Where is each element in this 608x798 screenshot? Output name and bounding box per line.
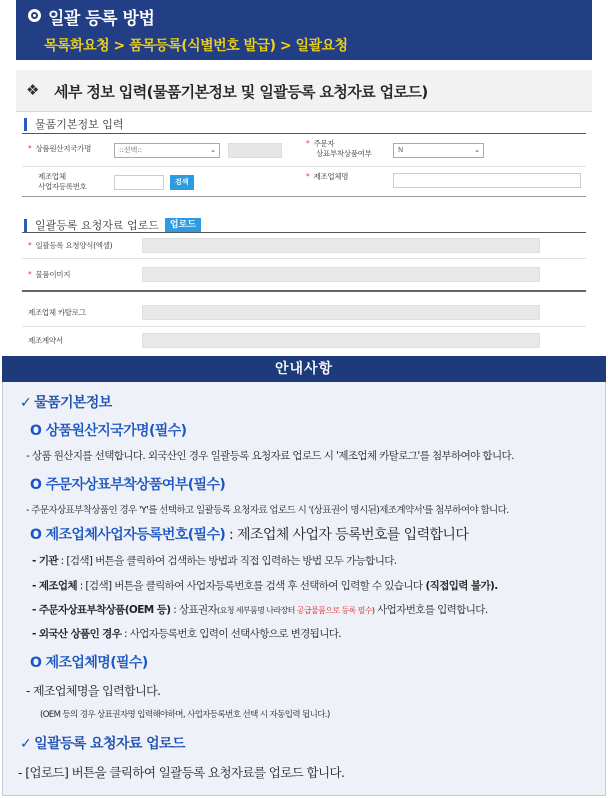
circle-bullet-icon [28,9,41,22]
breadcrumb: 목록화요청 > 품목등록(식별번호 발급) > 일괄요청 [44,38,348,54]
excel-file-field[interactable] [142,238,540,253]
basic-info-form [22,133,586,197]
guide-oem-title: O 주문자상표부착상품여부(필수) [30,477,226,493]
bizno-label: 제조업체 사업자등록번호 [38,172,87,191]
basic-info-heading-label: 물품기본정보 입력 [35,118,124,131]
required-mark-icon: * [28,144,32,153]
check-icon: ✓ [20,736,32,752]
guide-maker-desc: - 제조업체명을 입력합니다. [26,684,161,698]
upload-button[interactable]: 업로드 [165,218,201,233]
upload-row-label: * 일괄등록 요청양식(엑셀) [28,241,113,250]
upload-heading [24,217,201,233]
catalog-file-field[interactable] [142,305,540,320]
origin-country-code-field [228,143,282,158]
upload-row-excel [22,232,586,256]
origin-country-label: * 상품원산지국가명 [28,144,92,153]
maker-name-label: * 제조업체명 [306,172,349,181]
guide-section-basic: ✓ 물품기본정보 [20,395,112,411]
guide-bizno-title: O 제조업체사업자등록번호(필수) : 제조업체 사업자 등록번호를 입력합니다 [30,527,469,543]
header-banner [16,0,592,60]
required-mark-icon: * [306,172,310,181]
upload-row-contract [22,328,586,352]
upload-form [22,232,586,352]
guide-maker-title: O 제조업체명(필수) [30,655,148,671]
guide-oem-desc: - 주문자상표부착상품인 경우 'Y'를 선택하고 일괄등록 요청자료 업로드 시 '(상표권이 명시된)제조계약서'를 첨부하여야 합니다. [26,505,509,516]
diamond-icon: ❖ [26,81,40,99]
upload-row-label: 제조계약서 [28,336,63,345]
upload-row-catalog [22,300,586,324]
guide-bizno-oem: - 주문자상표부착상품(OEM 등) : 상표권자(요청 세부품명 나라장터 공급물품으로 등록 필수) 사업자번호를 입력합니다. [32,604,488,616]
upload-row-label: * 물품이미지 [28,270,71,279]
upload-heading-label: 일괄등록 요청자료 업로드 [35,219,159,232]
section-header [16,70,592,112]
heading-bar-icon [24,219,27,232]
required-mark-icon: * [306,139,310,148]
circle-icon: O [30,655,46,671]
section-title: 세부 정보 입력(물품기본정보 및 일괄등록 요청자료 업로드) [54,83,428,101]
upload-row-label: 제조업체 카탈로그 [28,308,86,317]
guide-section-upload: ✓ 일괄등록 요청자료 업로드 [20,736,185,752]
required-mark-icon: * [28,241,32,250]
check-icon: ✓ [20,395,32,411]
maker-name-input[interactable] [393,173,581,188]
guide-upload-desc: - [업로드] 버튼을 클릭하여 일괄등록 요청자료를 업로드 합니다. [18,765,345,780]
circle-icon: O [30,423,46,439]
contract-file-field[interactable] [142,333,540,348]
upload-row-image [22,262,586,286]
heading-bar-icon [24,118,27,131]
guide-bizno-agency: - 기관 : [검색] 버튼을 클릭하여 검색하는 방법과 직접 입력하는 방법 모두 가능합니다. [32,555,397,567]
basic-info-heading [24,116,124,132]
guide-origin-desc: - 상품 원산지를 선택합니다. 외국산인 경우 일괄등록 요청자료 업로드 시 '제조업체 카탈로그'를 첨부하여야 합니다. [26,450,514,462]
search-button[interactable]: 검색 [170,175,194,190]
origin-country-select[interactable]: ::선택:: ⌄ [114,143,220,158]
required-mark-icon: * [28,270,32,279]
chevron-down-icon: ⌄ [210,146,216,154]
oem-select[interactable]: N ⌄ [393,143,484,158]
guide-maker-note: (OEM 등의 경우 상표권자명 입력해야하며, 사업자등록번호 선택 시 자동입력 됩니다.) [40,710,330,720]
image-file-field[interactable] [142,267,540,282]
circle-icon: O [30,527,46,543]
bizno-input[interactable] [114,175,164,190]
page-title: 일괄 등록 방법 [48,9,155,29]
guide-title: 안내사항 [2,356,606,382]
guide-origin-title: O 상품원산지국가명(필수) [30,423,187,439]
guide-bizno-maker: - 제조업체 : [검색] 버튼을 클릭하여 사업자등록번호를 검색 후 선택하여 입력할 수 있습니다 (직접입력 불가). [32,580,498,592]
guide-bizno-foreign: - 외국산 상품인 경우 : 사업자등록번호 입력이 선택사항으로 변경됩니다. [32,628,342,640]
oem-label: * 주문자 상표부착상품여부 [306,139,372,158]
chevron-down-icon: ⌄ [474,146,480,154]
circle-icon: O [30,477,46,493]
